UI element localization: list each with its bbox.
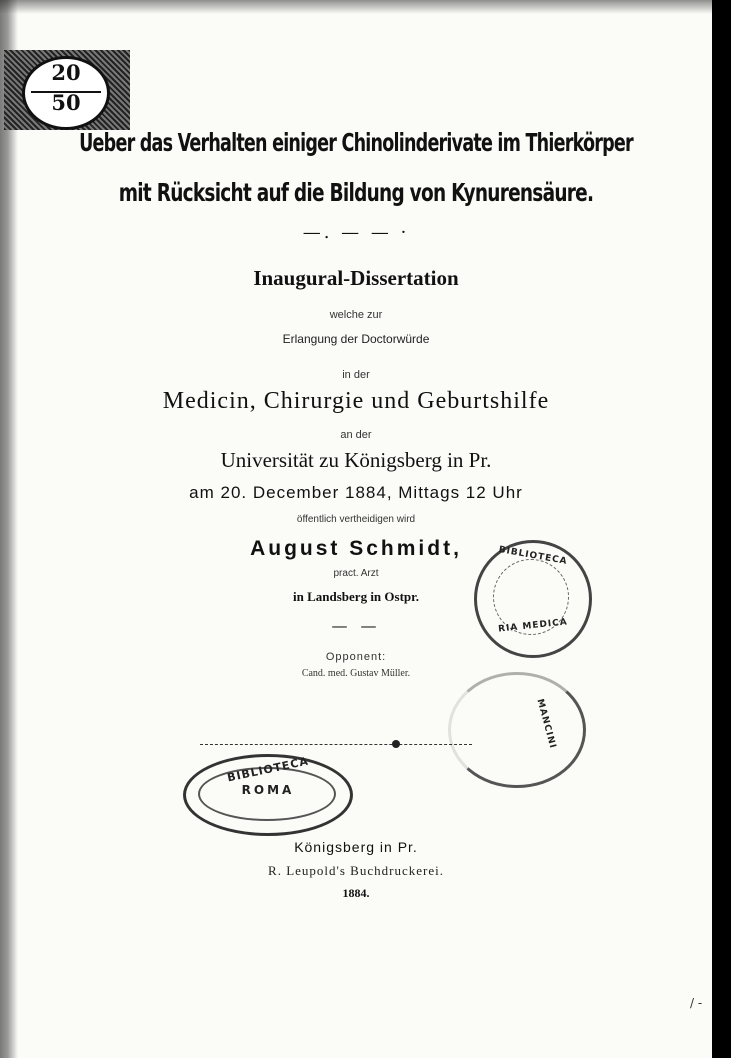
library-stamp-faded [448,672,586,788]
welche-text: welche zur [329,309,383,321]
decorative-rule-ornament [392,740,400,748]
opponent-name: Cand. med. Gustav Müller. [301,668,411,679]
author-title: pract. Arzt [333,568,379,579]
imprint-city: Königsberg in Pr. [294,839,418,855]
title-line-2: mit Rücksicht auf die Bildung von Kynurensäure. [118,178,594,207]
library-stamp-round-bottom-text: RIA MEDICA [497,617,569,635]
corner-pencil-mark: / - [690,996,703,1010]
imprint-year: 1884. [342,886,370,900]
library-stamp-oval-top-text: BIBLIOTECA [226,754,310,785]
dissertation-heading: Inaugural-Dissertation [253,266,459,290]
library-number-label [22,56,110,130]
defense-date: am 20. December 1884, Mittags 12 Uhr [189,483,523,502]
author-name: August Schmidt, [250,537,462,560]
faculty-text: Medicin, Chirurgie und Geburtshilfe [162,388,550,414]
erlangung-text: Erlangung der Doctorwürde [282,332,430,346]
sticker-bottom-number: 50 [51,90,81,115]
separator-1: —. — — · [302,222,410,243]
university-text: Universität zu Königsberg in Pr. [220,448,492,472]
library-stamp-faded-text: MANCINI [534,697,558,751]
in-der-text: in der [342,369,370,381]
library-stamp-round [474,540,592,658]
imprint-printer: R. Leupold's Buchdruckerei. [268,863,444,878]
author-location: in Landsberg in Ostpr. [293,589,419,604]
library-stamp-round-top-text: BIBLIOTECA [497,545,569,567]
sticker-top-number: 20 [51,60,81,85]
library-stamp-oval [183,754,353,836]
library-stamp-oval-bottom-text: ROMA [241,783,295,797]
opponent-label: Opponent: [325,651,387,663]
decorative-rule [200,744,472,745]
title-line-1: Ueber das Verhalten einiger Chinolinderivate im Thierkörper [79,128,633,157]
defense-text: öffentlich vertheidigen wird [296,514,416,525]
scan-top-shadow [0,0,712,14]
an-der-text: an der [340,429,372,441]
separator-2: — — [331,616,381,635]
